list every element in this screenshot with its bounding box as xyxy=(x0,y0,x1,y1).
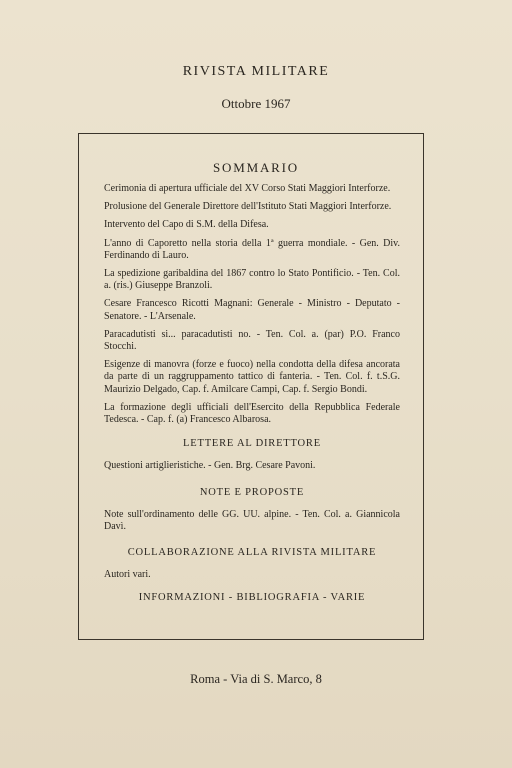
contents-entry: L'anno di Caporetto nella storia della 1ª guerra mondiale. - Gen. Div. Ferdinando di Lauro. xyxy=(104,237,400,261)
contents-list xyxy=(104,183,400,604)
collaboration-section-title: COLLABORAZIONE ALLA RIVISTA MILITARE xyxy=(127,547,377,559)
letters-entry: Questioni artiglieristiche. - Gen. Brg. Cesare Pavoni. xyxy=(104,460,316,472)
letters-section-title: LETTERE AL DIRETTORE xyxy=(183,438,321,450)
contents-heading: SOMMARIO xyxy=(213,160,299,175)
collaboration-entry: Autori vari. xyxy=(104,569,151,581)
contents-entry: Prolusione del Generale Direttore dell'Istituto Stati Maggiori Interforze. xyxy=(104,201,392,213)
contents-entry: Esigenze di manovra (forze e fuoco) nella condotta della difesa ancorata da parte di un raggruppamento tattico di fanteria. - Ten. Col. f. t.S.G. Maurizio Delgado, Cap. f. Amilcare Campi, Cap. f. Sergio Bondi. xyxy=(104,359,400,395)
journal-title: RIVISTA MILITARE xyxy=(182,64,330,79)
contents-entry: La formazione degli ufficiali dell'Esercito della Repubblica Federale Tedesca. - Cap. f. (a) Francesco Albarosa. xyxy=(104,401,400,426)
issue-date: Ottobre 1967 xyxy=(221,96,291,111)
contents-entry: Intervento del Capo di S.M. della Difesa. xyxy=(104,219,269,231)
contents-entry: Cesare Francesco Ricotti Magnani: Generale - Ministro - Deputato - Senatore. - L'Arsenale. xyxy=(104,298,400,322)
publisher-address: Roma - Via di S. Marco, 8 xyxy=(190,672,322,686)
contents-entry: Paracadutisti si... paracadutisti no. - Ten. Col. a. (par) P.O. Franco Stocchi. xyxy=(104,328,400,353)
notes-entry: Note sull'ordinamento delle GG. UU. alpine. - Ten. Col. a. Giannicola Davì. xyxy=(104,508,400,533)
notes-section-title: NOTE E PROPOSTE xyxy=(199,486,305,498)
contents-entry: Cerimonia di apertura ufficiale del XV Corso Stati Maggiori Interforze. xyxy=(104,183,391,194)
contents-entry: La spedizione garibaldina del 1867 contro lo Stato Pontificio. - Ten. Col. a. (ris.) Giuseppe Branzoli. xyxy=(104,268,400,292)
misc-sections-line: INFORMAZIONI - BIBLIOGRAFIA - VARIE xyxy=(138,591,366,603)
